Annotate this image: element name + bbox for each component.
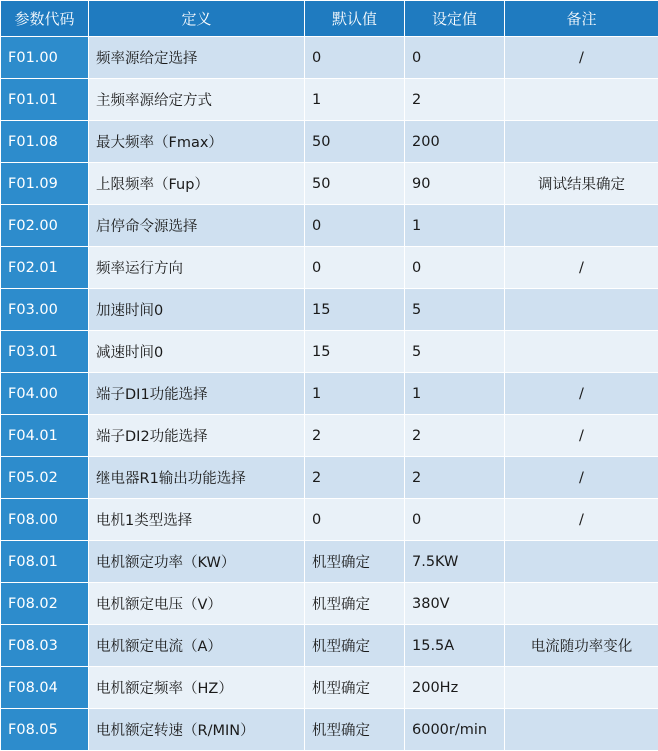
table-row [1, 163, 658, 205]
cell-remark [505, 667, 658, 709]
cell-default-value: 2 [305, 415, 405, 457]
cell-remark [505, 289, 658, 331]
table-row [1, 205, 658, 247]
cell-definition: 端子DI2功能选择 [89, 415, 305, 457]
cell-definition: 频率运行方向 [89, 247, 305, 289]
cell-set-value: 7.5KW [405, 541, 505, 583]
table-row [1, 541, 658, 583]
cell-set-value: 380V [405, 583, 505, 625]
cell-default-value: 机型确定 [305, 625, 405, 667]
cell-default-value: 机型确定 [305, 709, 405, 751]
cell-definition: 加速时间0 [89, 289, 305, 331]
header-cell-definition: 定义 [89, 1, 305, 37]
cell-remark [505, 205, 658, 247]
cell-set-value: 90 [405, 163, 505, 205]
cell-remark [505, 79, 658, 121]
cell-definition: 端子DI1功能选择 [89, 373, 305, 415]
table-row [1, 583, 658, 625]
cell-parameter-code: F01.08 [1, 121, 89, 163]
cell-definition: 电机1类型选择 [89, 499, 305, 541]
cell-parameter-code: F02.01 [1, 247, 89, 289]
table-header [1, 1, 658, 37]
cell-parameter-code: F08.04 [1, 667, 89, 709]
cell-parameter-code: F05.02 [1, 457, 89, 499]
cell-parameter-code: F08.02 [1, 583, 89, 625]
cell-default-value: 1 [305, 373, 405, 415]
cell-default-value: 1 [305, 79, 405, 121]
cell-parameter-code: F03.01 [1, 331, 89, 373]
cell-remark: / [505, 499, 658, 541]
table-row [1, 625, 658, 667]
table-row [1, 247, 658, 289]
cell-parameter-code: F08.05 [1, 709, 89, 751]
table-row [1, 79, 658, 121]
cell-remark: / [505, 457, 658, 499]
cell-definition: 频率源给定选择 [89, 37, 305, 79]
cell-set-value: 6000r/min [405, 709, 505, 751]
cell-set-value: 2 [405, 79, 505, 121]
table-row [1, 457, 658, 499]
cell-set-value: 2 [405, 457, 505, 499]
cell-set-value: 5 [405, 289, 505, 331]
cell-set-value: 0 [405, 247, 505, 289]
cell-set-value: 1 [405, 205, 505, 247]
table-row [1, 121, 658, 163]
cell-remark: 电流随功率变化 [505, 625, 658, 667]
cell-default-value: 0 [305, 247, 405, 289]
cell-default-value: 15 [305, 331, 405, 373]
cell-definition: 上限频率（Fup） [89, 163, 305, 205]
cell-definition: 电机额定电流（A） [89, 625, 305, 667]
table-row [1, 373, 658, 415]
cell-default-value: 50 [305, 163, 405, 205]
cell-default-value: 0 [305, 37, 405, 79]
table-header-row [1, 1, 658, 37]
table-row [1, 667, 658, 709]
table-row [1, 499, 658, 541]
cell-set-value: 1 [405, 373, 505, 415]
cell-set-value: 15.5A [405, 625, 505, 667]
cell-remark: / [505, 37, 658, 79]
cell-parameter-code: F01.00 [1, 37, 89, 79]
cell-definition: 继电器R1输出功能选择 [89, 457, 305, 499]
cell-parameter-code: F01.09 [1, 163, 89, 205]
cell-parameter-code: F08.03 [1, 625, 89, 667]
cell-remark [505, 121, 658, 163]
cell-default-value: 0 [305, 499, 405, 541]
cell-parameter-code: F04.01 [1, 415, 89, 457]
header-cell-default: 默认值 [305, 1, 405, 37]
cell-default-value: 15 [305, 289, 405, 331]
cell-parameter-code: F03.00 [1, 289, 89, 331]
cell-definition: 启停命令源选择 [89, 205, 305, 247]
cell-remark: / [505, 415, 658, 457]
cell-definition: 减速时间0 [89, 331, 305, 373]
cell-parameter-code: F08.01 [1, 541, 89, 583]
cell-set-value: 2 [405, 415, 505, 457]
cell-parameter-code: F08.00 [1, 499, 89, 541]
cell-definition: 电机额定功率（KW） [89, 541, 305, 583]
cell-remark: 调试结果确定 [505, 163, 658, 205]
cell-remark [505, 709, 658, 751]
table-row [1, 289, 658, 331]
cell-set-value: 200Hz [405, 667, 505, 709]
cell-remark: / [505, 247, 658, 289]
table-row [1, 37, 658, 79]
cell-set-value: 0 [405, 37, 505, 79]
header-cell-setvalue: 设定值 [405, 1, 505, 37]
cell-set-value: 5 [405, 331, 505, 373]
cell-remark [505, 541, 658, 583]
cell-default-value: 0 [305, 205, 405, 247]
cell-remark: / [505, 373, 658, 415]
cell-definition: 电机额定电压（V） [89, 583, 305, 625]
header-cell-code: 参数代码 [1, 1, 89, 37]
cell-definition: 电机额定频率（HZ） [89, 667, 305, 709]
cell-default-value: 2 [305, 457, 405, 499]
cell-definition: 最大频率（Fmax） [89, 121, 305, 163]
cell-default-value: 50 [305, 121, 405, 163]
cell-parameter-code: F01.01 [1, 79, 89, 121]
cell-set-value: 200 [405, 121, 505, 163]
header-cell-remark: 备注 [505, 1, 658, 37]
cell-remark [505, 331, 658, 373]
cell-default-value: 机型确定 [305, 667, 405, 709]
table-row [1, 331, 658, 373]
cell-parameter-code: F02.00 [1, 205, 89, 247]
cell-remark [505, 583, 658, 625]
table-body [1, 37, 658, 751]
cell-definition: 电机额定转速（R/MIN） [89, 709, 305, 751]
cell-default-value: 机型确定 [305, 583, 405, 625]
cell-default-value: 机型确定 [305, 541, 405, 583]
cell-parameter-code: F04.00 [1, 373, 89, 415]
cell-definition: 主频率源给定方式 [89, 79, 305, 121]
cell-set-value: 0 [405, 499, 505, 541]
table-row [1, 709, 658, 751]
table-row [1, 415, 658, 457]
